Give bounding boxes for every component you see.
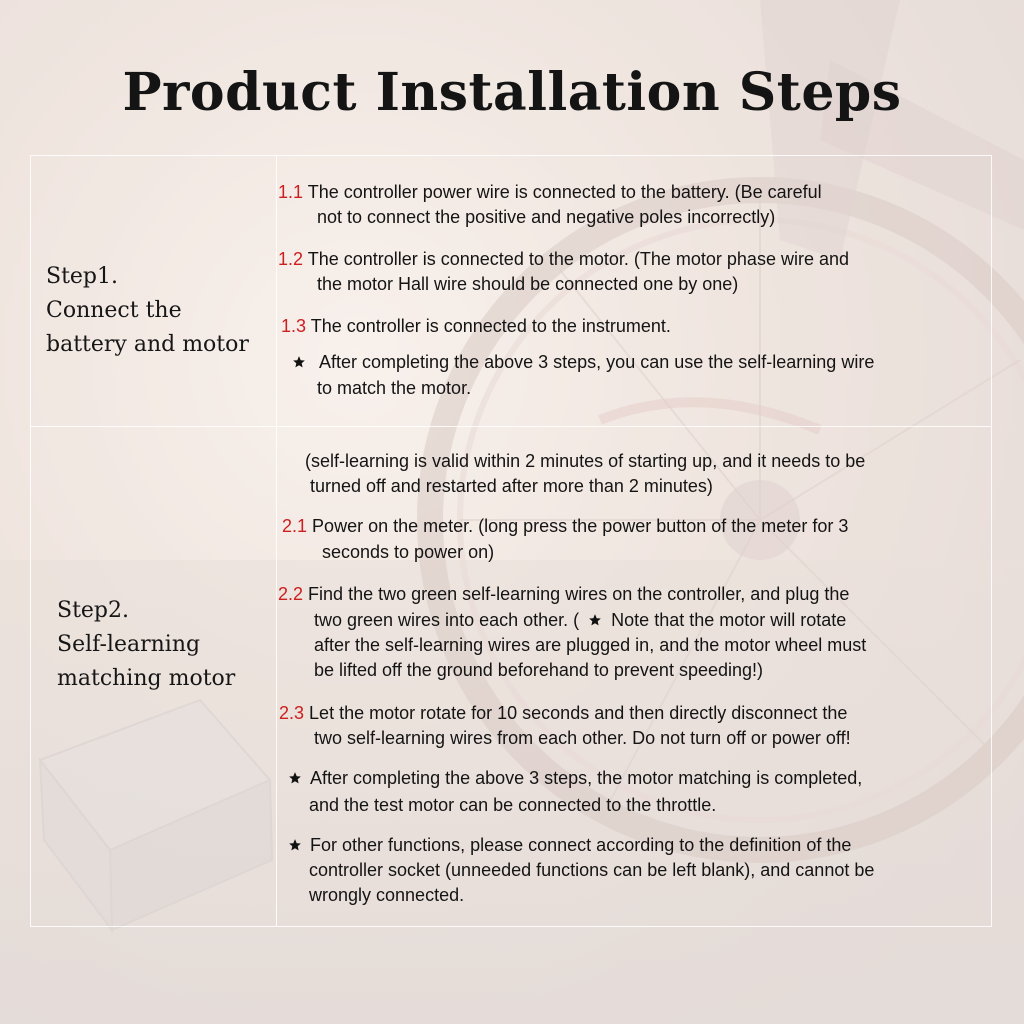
note-text: After completing the above 3 steps, the motor matching is completed, bbox=[310, 768, 863, 788]
step-text-continued: after the self-learning wires are plugged in, and the motor wheel must bbox=[314, 635, 867, 655]
step-text: Power on the meter. (long press the power button of the meter for 3 bbox=[312, 516, 849, 536]
row-divider bbox=[30, 426, 992, 427]
note-text: For other functions, please connect according to the definition of the bbox=[310, 835, 852, 855]
step-number: 1.1 bbox=[278, 182, 304, 202]
step-text-continued: seconds to power on) bbox=[322, 542, 495, 562]
step-item-1-2 bbox=[278, 248, 849, 270]
note-text-continued: to match the motor. bbox=[317, 378, 472, 398]
step1-note bbox=[292, 351, 874, 373]
step2-note-1 bbox=[288, 767, 862, 789]
step-number: 1.3 bbox=[281, 316, 307, 336]
step-text-part: Note that the motor will rotate bbox=[611, 610, 847, 630]
step2-intro: (self-learning is valid within 2 minutes of starting up, and it needs to be bbox=[305, 451, 866, 471]
step-text-continued: the motor Hall wire should be connected one by one) bbox=[317, 274, 739, 294]
step-text: The controller power wire is connected to the battery. (Be careful bbox=[307, 182, 822, 202]
step2-heading-line: matching motor bbox=[57, 666, 236, 691]
step-item-2-2 bbox=[278, 583, 849, 605]
star-icon bbox=[288, 838, 302, 852]
step2-heading-line: Self-learning bbox=[57, 632, 201, 657]
step1-heading-line: Connect the bbox=[46, 298, 182, 323]
step-item-2-3 bbox=[279, 702, 847, 724]
step-number: 2.2 bbox=[278, 584, 304, 604]
star-icon bbox=[292, 355, 306, 369]
step-number: 2.3 bbox=[279, 703, 305, 723]
column-divider bbox=[276, 155, 277, 927]
step-number: 2.1 bbox=[282, 516, 308, 536]
step-text-continued: be lifted off the ground beforehand to prevent speeding!) bbox=[314, 660, 763, 680]
step-text-continued bbox=[314, 609, 846, 631]
step-item-1-3 bbox=[281, 315, 671, 337]
page-title: Product Installation Steps bbox=[122, 62, 902, 123]
step-number: 1.2 bbox=[278, 249, 304, 269]
step-text: The controller is connected to the instrument. bbox=[310, 316, 671, 336]
step1-heading-line: Step1. bbox=[46, 264, 119, 289]
note-text-continued: wrongly connected. bbox=[309, 885, 465, 905]
step2-intro-continued: turned off and restarted after more than 2 minutes) bbox=[310, 476, 713, 496]
step1-heading bbox=[46, 260, 249, 362]
step-text: The controller is connected to the motor. (The motor phase wire and bbox=[307, 249, 849, 269]
star-icon bbox=[288, 771, 302, 785]
note-text: After completing the above 3 steps, you can use the self-learning wire bbox=[319, 352, 875, 372]
step-text: Find the two green self-learning wires on the controller, and plug the bbox=[308, 584, 850, 604]
star-icon bbox=[588, 613, 602, 627]
step-text-continued: two self-learning wires from each other. Do not turn off or power off! bbox=[314, 728, 851, 748]
step1-heading-line: battery and motor bbox=[46, 332, 249, 357]
step2-heading bbox=[57, 594, 235, 696]
note-text-continued: and the test motor can be connected to the throttle. bbox=[309, 795, 717, 815]
note-text-continued: controller socket (unneeded functions can be left blank), and cannot be bbox=[309, 860, 875, 880]
step2-heading-line: Step2. bbox=[57, 598, 130, 623]
step-item-1-1 bbox=[278, 181, 822, 203]
step-text: Let the motor rotate for 10 seconds and then directly disconnect the bbox=[309, 703, 848, 723]
step-item-2-1 bbox=[282, 515, 848, 537]
step-text-part: two green wires into each other. ( bbox=[314, 610, 580, 630]
step-text-continued: not to connect the positive and negative poles incorrectly) bbox=[317, 207, 776, 227]
step2-note-2 bbox=[288, 834, 851, 856]
